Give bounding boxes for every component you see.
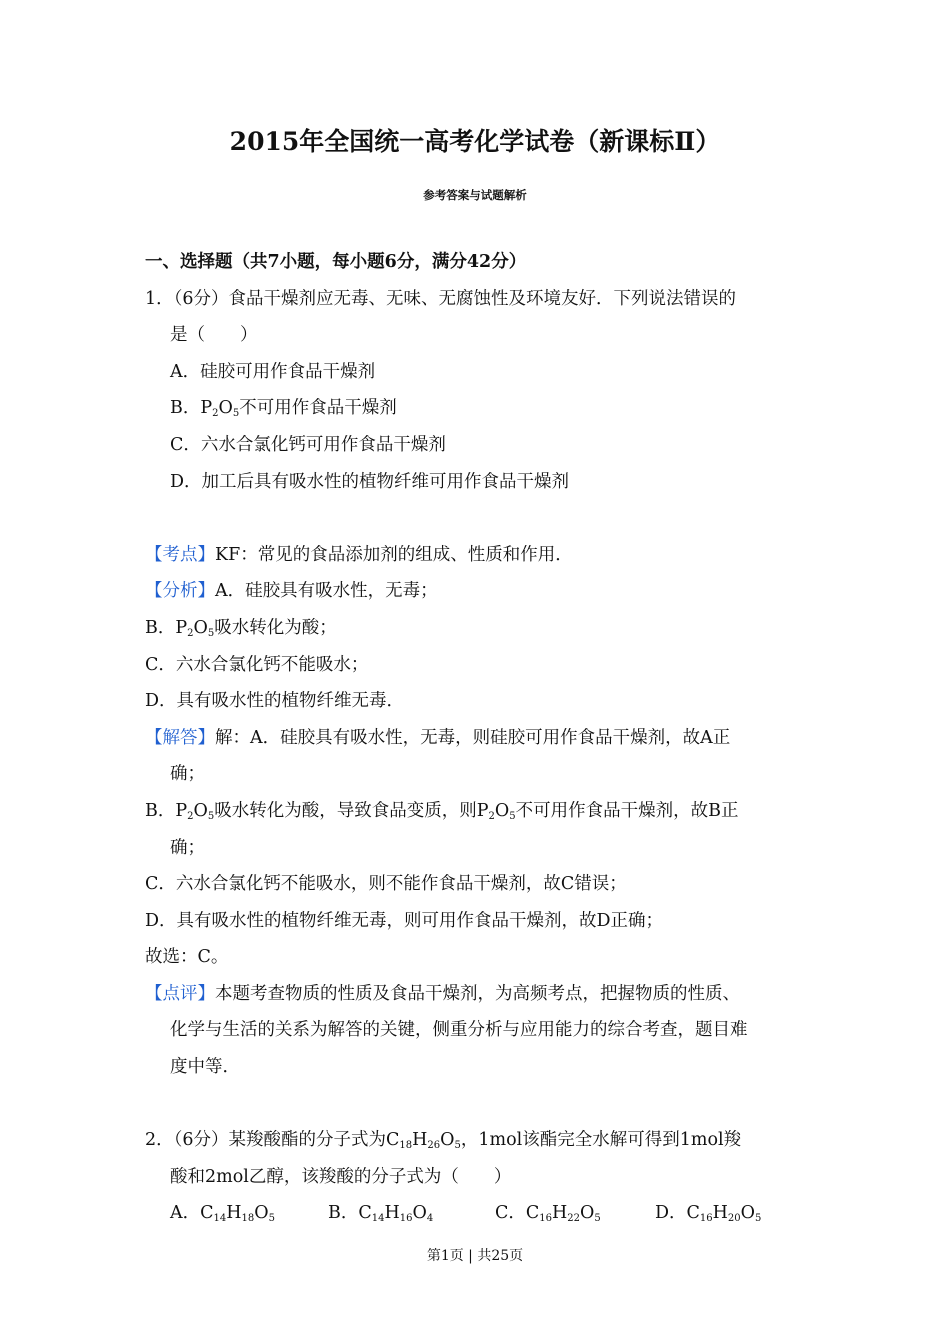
text-run: 度中等．: [170, 1057, 240, 1078]
subscript: 5: [207, 810, 215, 822]
text-run: O: [412, 1203, 427, 1224]
answer-option: [328, 1195, 495, 1232]
text-run: O: [218, 398, 233, 419]
text-run: 1．（6分）食品干燥剂应无毒、无味、无腐蚀性及环境友好．下列说法错误的: [145, 288, 737, 309]
blank-line: [145, 1086, 810, 1123]
document-title: 2015年全国统一高考化学试卷（新课标Ⅱ）: [229, 127, 721, 156]
answer-option: [495, 1195, 655, 1232]
text-run: 确；: [170, 764, 205, 785]
text-run: KF：常见的食品添加剂的组成、性质和作用．: [215, 544, 573, 565]
subscript: 16: [699, 1213, 713, 1225]
text-run: 不可用作食品干燥剂，故B正: [515, 800, 739, 821]
document-body: [145, 244, 810, 1232]
text-run: O: [254, 1203, 269, 1224]
text-run: C．六水合氯化钙不能吸水，则不能作食品干燥剂，故C错误；: [145, 874, 627, 895]
page-footer: 第1页 | 共25页: [426, 1248, 524, 1264]
text-line: [145, 537, 810, 574]
section-tag: 【考点】: [145, 544, 215, 565]
text-run: O: [193, 800, 208, 821]
text-line: [145, 1159, 810, 1196]
text-line: [145, 793, 810, 830]
text-run: C．六水合氯化钙不能吸水；: [145, 654, 369, 675]
text-run: 故选：C。: [145, 947, 229, 968]
text-line: [145, 1195, 810, 1232]
subscript: 5: [207, 627, 215, 639]
text-line: [145, 903, 810, 940]
text-run: 吸水转化为酸；: [214, 617, 337, 638]
answer-option: [655, 1195, 761, 1232]
text-run: D．C: [655, 1203, 700, 1224]
text-line: [145, 939, 810, 976]
document-subtitle: 参考答案与试题解析: [423, 188, 527, 202]
text-line: [145, 756, 810, 793]
text-run: 一、选择题（共7小题，每小题6分，满分42分）: [145, 252, 527, 272]
subscript: 5: [594, 1213, 601, 1225]
text-run: ，1mol该酯完全水解可得到1mol羧: [460, 1130, 742, 1151]
text-run: D．具有吸水性的植物纤维无毒，则可用作食品干燥剂，故D正确；: [145, 910, 664, 931]
text-run: O: [494, 800, 510, 821]
text-run: C．C: [495, 1203, 540, 1224]
text-run: H: [412, 1130, 428, 1151]
subscript: 20: [727, 1213, 741, 1225]
subscript: 2: [212, 408, 219, 420]
subscript: 5: [232, 408, 240, 420]
text-run: H: [712, 1203, 728, 1224]
subscript: 18: [399, 1140, 413, 1152]
text-run: B．C: [328, 1203, 372, 1224]
subscript: 2: [187, 627, 194, 639]
subscript: 5: [755, 1213, 762, 1225]
text-run: 本题考查物质的性质及食品干燥剂，为高频考点，把握物质的性质、: [215, 983, 740, 1004]
text-line: [145, 1122, 810, 1159]
text-run: 是（ ）: [170, 325, 258, 346]
text-line: [145, 354, 810, 391]
subscript: 5: [454, 1140, 461, 1152]
text-run: 解：A．硅胶具有吸水性，无毒，则硅胶可用作食品干燥剂，故A正: [215, 727, 731, 748]
text-line: [145, 610, 810, 647]
text-line: [145, 427, 810, 464]
text-run: 2．（6分）某羧酸酯的分子式为C: [145, 1130, 400, 1151]
text-run: C．六水合氯化钙可用作食品干燥剂: [170, 434, 446, 455]
text-line: [145, 720, 810, 757]
subscript: 2: [488, 810, 495, 822]
text-line: [145, 647, 810, 684]
text-run: 确；: [170, 837, 205, 858]
text-run: 化学与生活的关系为解答的关键，侧重分析与应用能力的综合考查，题目难: [170, 1020, 748, 1041]
text-run: A．C: [170, 1203, 214, 1224]
section-tag: 【点评】: [145, 983, 215, 1004]
subscript: 2: [187, 810, 194, 822]
section-tag: 【分析】: [145, 581, 215, 602]
subscript: 22: [567, 1213, 581, 1225]
subscript: 5: [509, 810, 516, 822]
subscript: 5: [268, 1213, 275, 1225]
text-run: O: [193, 617, 208, 638]
text-run: 酸和2mol乙醇，该羧酸的分子式为（ ）: [170, 1166, 512, 1187]
text-run: B．P: [145, 800, 188, 821]
text-run: A．硅胶具有吸水性，无毒；: [215, 581, 438, 602]
text-line: [145, 464, 810, 501]
blank-line: [145, 500, 810, 537]
subscript: 14: [371, 1213, 385, 1225]
section-heading: [145, 244, 810, 281]
subscript: 16: [539, 1213, 553, 1225]
text-run: D．加工后具有吸水性的植物纤维可用作食品干燥剂: [170, 471, 570, 492]
text-run: B．P: [170, 398, 213, 419]
text-line: [145, 976, 810, 1013]
text-run: O: [580, 1203, 595, 1224]
text-run: B．P: [145, 617, 188, 638]
subscript: 14: [213, 1213, 227, 1225]
text-run: 不可用作食品干燥剂: [239, 398, 397, 419]
text-run: O: [740, 1203, 756, 1224]
text-run: H: [552, 1203, 568, 1224]
text-run: A．硅胶可用作食品干燥剂: [170, 361, 376, 382]
text-line: [145, 390, 810, 427]
subscript: 4: [426, 1213, 434, 1225]
text-line: [145, 281, 810, 318]
text-run: H: [384, 1203, 400, 1224]
text-run: 吸水转化为酸，导致食品变质，则P: [214, 800, 489, 821]
subscript: 26: [427, 1140, 441, 1152]
text-run: D．具有吸水性的植物纤维无毒．: [145, 691, 405, 712]
text-line: [145, 1049, 810, 1086]
subscript: 18: [241, 1213, 255, 1225]
text-line: [145, 1012, 810, 1049]
section-tag: 【解答】: [145, 727, 215, 748]
text-line: [145, 573, 810, 610]
answer-option: [170, 1195, 328, 1232]
text-line: [145, 830, 810, 867]
subscript: 16: [399, 1213, 413, 1225]
text-run: H: [226, 1203, 242, 1224]
text-line: [145, 683, 810, 720]
text-run: O: [440, 1130, 455, 1151]
text-line: [145, 866, 810, 903]
text-line: [145, 317, 810, 354]
